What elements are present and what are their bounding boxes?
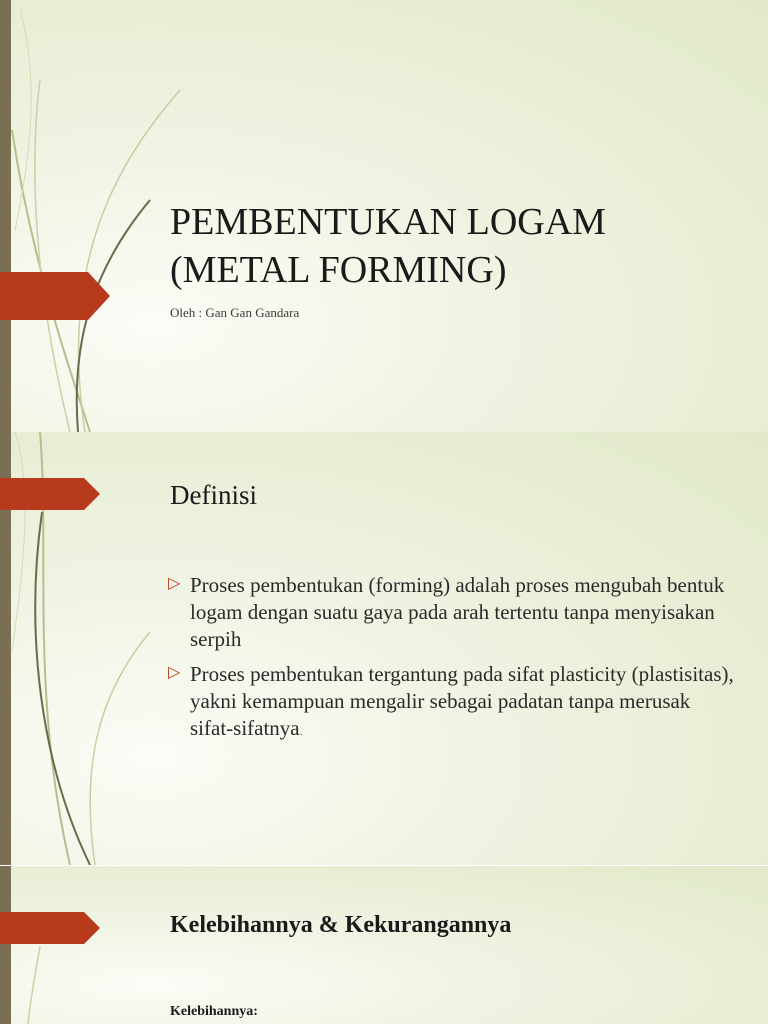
slide-title-line-2: (METAL FORMING) (170, 249, 507, 291)
section-heading: Definisi (170, 480, 257, 510)
decorative-curves-icon (0, 866, 200, 1024)
arrow-bullet-icon: ▷ (168, 664, 181, 681)
title-slide (0, 0, 768, 432)
advantages-slide (0, 866, 768, 1024)
arrow-tab-icon (0, 272, 112, 320)
arrow-bullet-icon: ▷ (168, 575, 181, 592)
definition-slide (0, 432, 768, 865)
arrow-tab-icon (0, 478, 102, 510)
section-heading: Kelebihannya & Kekurangannya (170, 912, 512, 938)
subheading: Kelebihannya: (170, 1004, 258, 1019)
slide-subtitle: Oleh : Gan Gan Gandara (170, 305, 300, 320)
bullet-text: Proses pembentukan tergantung pada sifat plasticity (plastisitas), yakni kemampuan mengalir sebagai padatan tanpa merusak sifat-sifatnya (190, 662, 734, 740)
arrow-tab-icon (0, 912, 102, 944)
bullet-text: Proses pembentukan (forming) adalah proses mengubah bentuk logam dengan suatu gaya pada arah tertentu tanpa menyisakan serpih (190, 573, 725, 651)
slide-title-line-1: PEMBENTUKAN LOGAM (170, 201, 606, 243)
list-item (168, 572, 738, 653)
bullet-tail: . (299, 723, 303, 738)
bullet-list (168, 572, 738, 752)
list-item (168, 661, 738, 744)
slide-title (170, 198, 606, 294)
